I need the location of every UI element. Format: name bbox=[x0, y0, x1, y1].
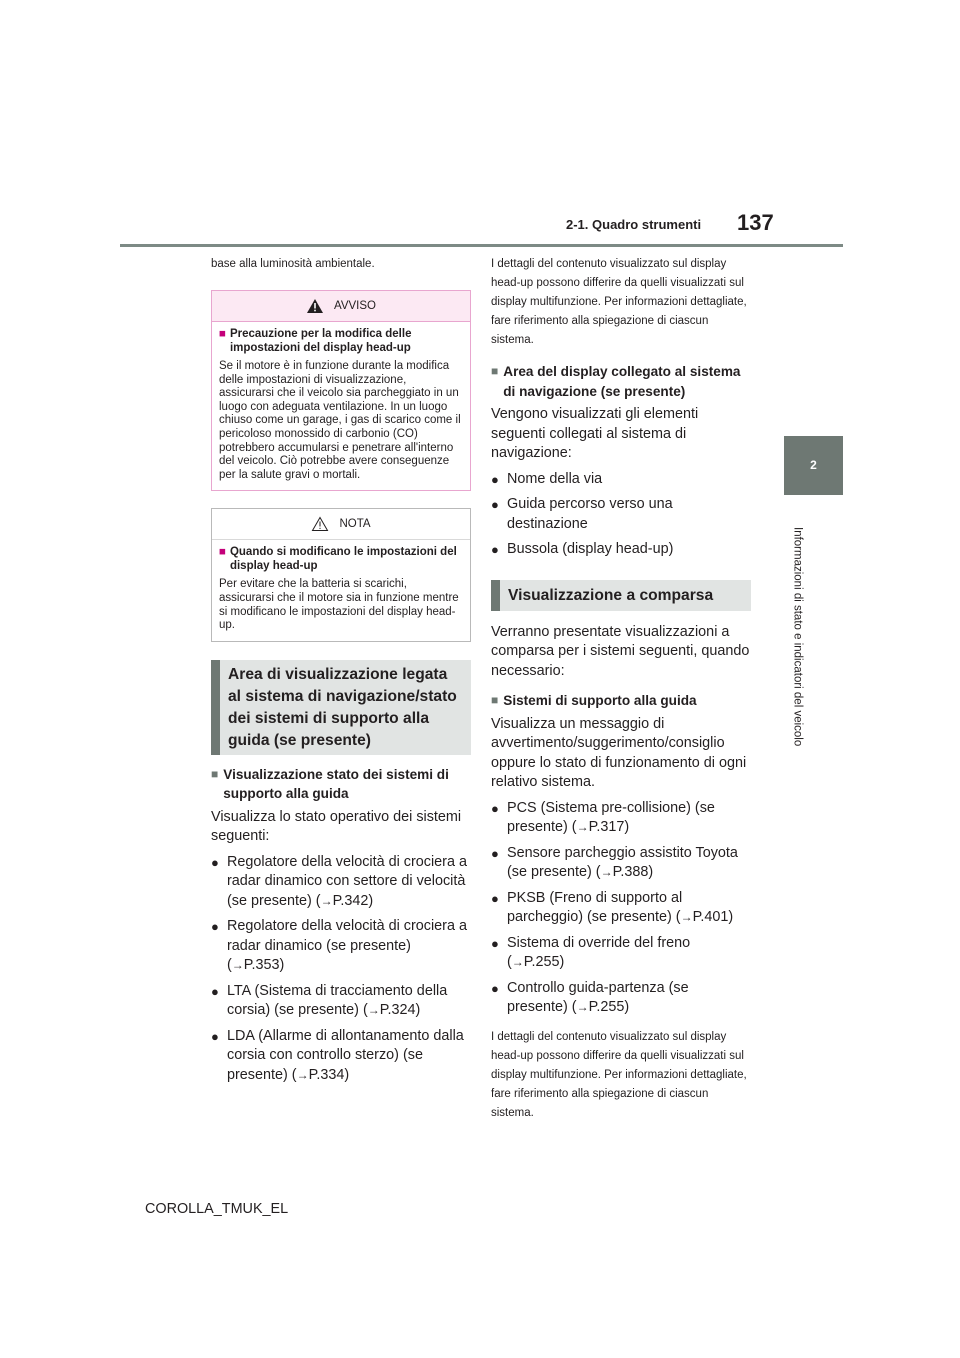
subheading-driving-support-systems: ■ Sistemi di supporto alla guida bbox=[491, 691, 751, 711]
right-arrow-icon: → bbox=[576, 820, 589, 834]
bullet-icon: ● bbox=[211, 854, 219, 870]
bullet-icon: ● bbox=[211, 1028, 219, 1044]
list-item: ● Bussola (display head-up) bbox=[491, 540, 751, 560]
section-banner-navigation: Area di visualizzazione legata al sistema di navigazione/stato dei sistemi di supporto alla guida (se presente) bbox=[211, 660, 471, 755]
bullet-icon: ● bbox=[491, 845, 499, 861]
detail-note-1: I dettagli del contenuto visualizzato sul display head-up possono differire da quelli visualizzati sul display multifunzione. Per informazioni dettagliate, fare riferimento alla spiegazione di ciascun sistema. bbox=[491, 258, 747, 346]
square-bullet-icon: ■ bbox=[491, 364, 499, 378]
warning-subtitle bbox=[219, 327, 463, 355]
note-box bbox=[211, 508, 471, 641]
intro-text: base alla luminosità ambientale. bbox=[211, 258, 375, 270]
list-item: ● Regolatore della velocità di crociera a radar dinamico con settore di velocità (se presente) (→P.342) bbox=[211, 853, 471, 912]
list-item: ● LTA (Sistema di tracciamento della corsia) (se presente) (→P.324) bbox=[211, 982, 471, 1021]
left-column bbox=[211, 255, 471, 1091]
note-subtitle-text: Quando si modificano le impostazioni del display head-up bbox=[229, 546, 457, 573]
warning-box bbox=[211, 290, 471, 491]
right-arrow-icon: → bbox=[576, 1000, 589, 1014]
header-rule bbox=[120, 244, 843, 247]
paragraph: Visualizza lo stato operativo dei sistemi seguenti: bbox=[211, 808, 462, 845]
right-arrow-icon: → bbox=[600, 865, 613, 879]
bullet-icon: ● bbox=[491, 935, 499, 951]
list-item: ● LDA (Allarme di allontanamento dalla corsia con controllo sterzo) (se presente) (→P.334) bbox=[211, 1027, 471, 1086]
page-reference-link[interactable]: P.317) bbox=[588, 819, 630, 835]
bullet-icon: ● bbox=[491, 980, 499, 996]
subheading-driving-support: ■ Visualizzazione stato dei sistemi di supporto alla guida bbox=[211, 765, 471, 804]
square-bullet-icon: ■ bbox=[219, 546, 226, 559]
right-arrow-icon: → bbox=[320, 893, 333, 908]
right-arrow-icon: → bbox=[231, 958, 244, 973]
bullet-icon: ● bbox=[211, 983, 219, 999]
note-subtitle bbox=[219, 545, 463, 573]
square-bullet-icon: ■ bbox=[491, 693, 499, 707]
chapter-tab: 2 bbox=[784, 436, 843, 495]
note-title: NOTA bbox=[339, 518, 371, 531]
page-reference-link[interactable]: P.353) bbox=[243, 957, 285, 974]
right-arrow-icon: → bbox=[680, 910, 693, 924]
paragraph: Verranno presentate visualizzazioni a comparsa per i sistemi seguenti, quando necessario: bbox=[491, 623, 750, 679]
page-number: 137 bbox=[737, 210, 774, 235]
chapter-title: Informazioni di stato e indicatori del veicolo bbox=[791, 527, 804, 747]
list-item: ● Controllo guida-partenza (se presente) (→P.255) bbox=[491, 979, 751, 1018]
subheading-navigation-area: ■ Area del display collegato al sistema di navigazione (se presente) bbox=[491, 362, 751, 401]
list-item: ● Nome della via bbox=[491, 470, 751, 490]
paragraph: Visualizza un messaggio di avvertimento/suggerimento/consiglio oppure lo stato di funzionamento di ogni relativo sistema. bbox=[491, 715, 747, 790]
list-item: ● PCS (Sistema pre-collisione) (se presente) (→P.317) bbox=[491, 799, 751, 838]
warning-text: Se il motore è in funzione durante la modifica delle impostazioni di visualizzazione, assicurarsi che il veicolo sia parcheggiato in un luogo con adeguata ventilazione. In un luogo chiuso come un garage, i gas di scarico come il pericoloso monossido di carbonio (CO) potrebbero accumularsi e penetrare all'interno del veicolo. Ciò potrebbe avere conseguenze per la salute gravi o mortali. bbox=[219, 360, 461, 481]
list-item: ● Guida percorso verso una destinazione bbox=[491, 495, 751, 534]
warning-title: AVVISO bbox=[334, 300, 376, 312]
section-banner-popup: Visualizzazione a comparsa bbox=[491, 580, 751, 611]
page-reference-link[interactable]: P.255) bbox=[588, 999, 630, 1015]
list-item: ● Sistema di override del freno (→P.255) bbox=[491, 934, 751, 973]
right-arrow-icon: → bbox=[511, 955, 524, 969]
list-item: ● Regolatore della velocità di crociera a radar dinamico (se presente) (→P.353) bbox=[211, 917, 471, 976]
bullet-icon: ● bbox=[491, 497, 499, 512]
page-reference-link[interactable]: P.401) bbox=[692, 909, 734, 925]
bullet-icon: ● bbox=[491, 890, 499, 906]
page-reference-link[interactable]: P.255) bbox=[523, 954, 565, 970]
right-column bbox=[491, 255, 751, 1123]
chapter-title-vertical bbox=[784, 502, 811, 772]
bullet-icon: ● bbox=[211, 919, 219, 935]
caution-outline-icon bbox=[311, 516, 329, 532]
document-code: COROLLA_TMUK_EL bbox=[145, 1201, 289, 1217]
list-item: ● PKSB (Freno di supporto al parcheggio) (se presente) (→P.401) bbox=[491, 889, 751, 928]
paragraph: Vengono visualizzati gli elementi seguenti collegati al sistema di navigazione: bbox=[491, 406, 699, 461]
section-title: 2-1. Quadro strumenti bbox=[566, 217, 702, 232]
bullet-icon: ● bbox=[491, 542, 499, 557]
right-arrow-icon: → bbox=[296, 1067, 309, 1082]
page-reference-link[interactable]: P.342) bbox=[332, 892, 374, 909]
list-item: ● Sensore parcheggio assistito Toyota (se presente) (→P.388) bbox=[491, 844, 751, 883]
page-reference-link[interactable]: P.388) bbox=[612, 864, 654, 880]
page-reference-link[interactable]: P.324) bbox=[379, 1002, 421, 1019]
page-reference-link[interactable]: P.334) bbox=[308, 1066, 350, 1083]
note-text: Per evitare che la batteria si scarichi, assicurarsi che il motore sia in funzione mentre si modificano le impostazioni del display head-up. bbox=[219, 578, 459, 632]
warning-header bbox=[212, 291, 470, 322]
note-header bbox=[212, 509, 470, 540]
warning-triangle-icon bbox=[306, 298, 324, 314]
square-bullet-icon: ■ bbox=[211, 766, 219, 781]
bullet-icon: ● bbox=[491, 471, 499, 487]
square-bullet-icon: ■ bbox=[219, 328, 226, 340]
detail-note-2: I dettagli del contenuto visualizzato sul display head-up possono differire da quelli visualizzati sul display multifunzione. Per informazioni dettagliate, fare riferimento alla spiegazione di ciascun sistema. bbox=[491, 1030, 747, 1119]
right-arrow-icon: → bbox=[367, 1003, 380, 1018]
warning-subtitle-text: Precauzione per la modifica delle impostazioni del display head-up bbox=[229, 328, 412, 354]
bullet-icon: ● bbox=[491, 800, 499, 816]
